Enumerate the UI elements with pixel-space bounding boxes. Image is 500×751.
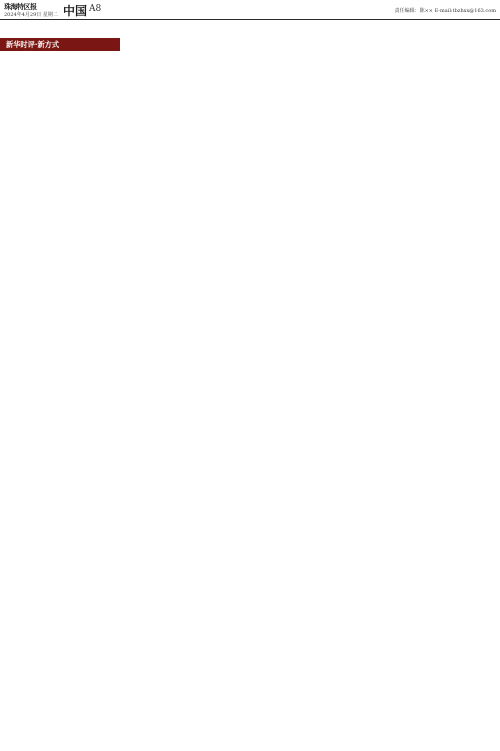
page-number: A8 — [89, 4, 102, 14]
section-name: 中国 — [63, 4, 88, 18]
issue-date: 2024年4月29日 星期二 — [4, 12, 58, 18]
page-header — [0, 0, 500, 20]
editor-line: 责任编辑：陈×× E-mail:tbzhxx@163.com — [394, 8, 496, 14]
masthead-logo: 珠海特区报 — [4, 2, 37, 11]
column-banner: 新华时评·新方式 — [0, 38, 120, 51]
